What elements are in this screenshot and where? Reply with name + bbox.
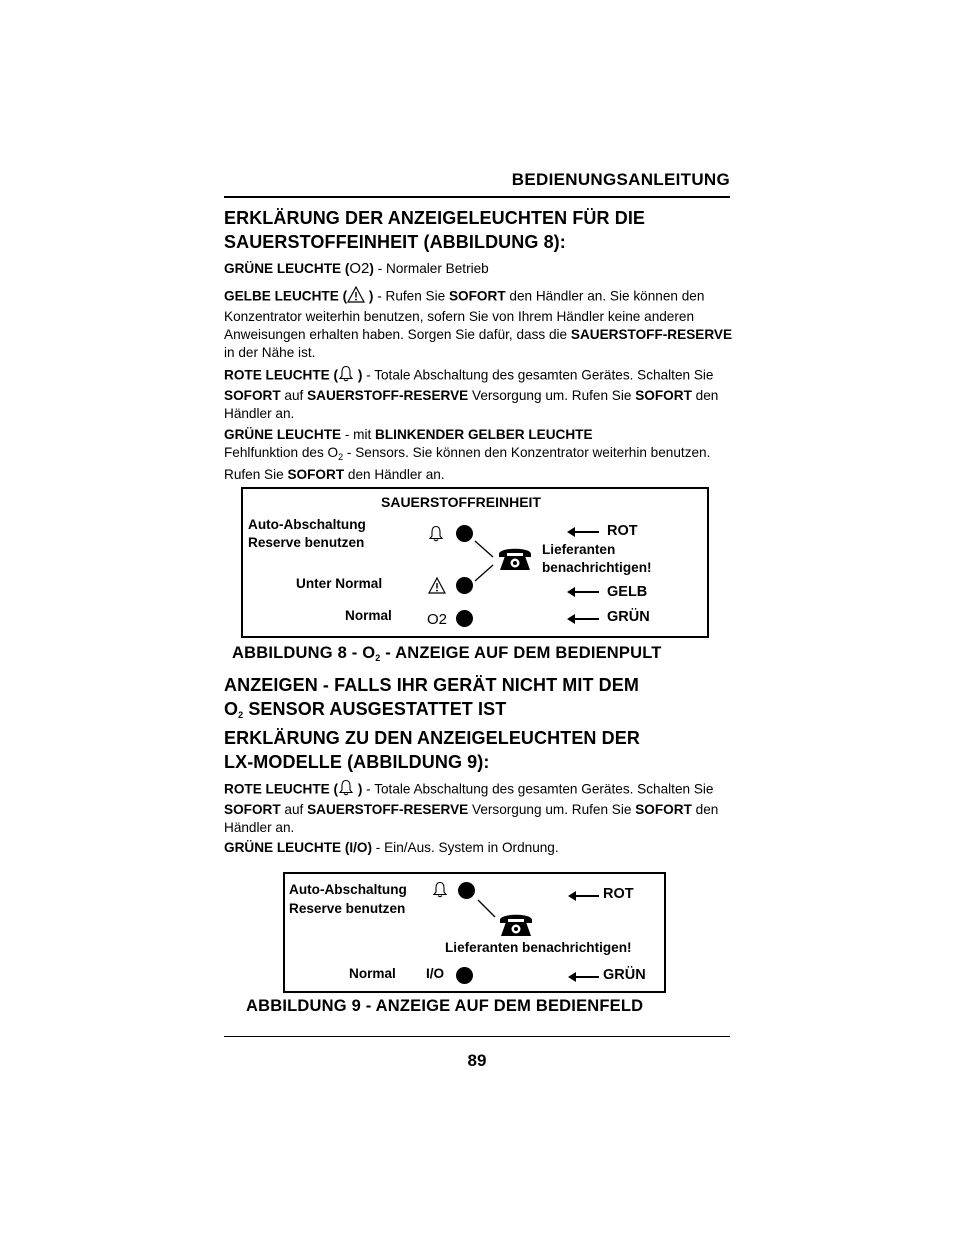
figure8-caption (232, 644, 662, 663)
o2-icon: O2 (427, 611, 448, 628)
green-light-text: - Normaler Betrieb (373, 261, 489, 276)
lx-red-text-2: auf (280, 802, 308, 817)
lx-red-bold-1: SOFORT (224, 802, 281, 817)
section1-heading (224, 206, 645, 254)
yellow-light-label: GELBE LEUCHTE ( (224, 288, 348, 304)
figure8-auto-line2: Reserve benutzen (248, 535, 365, 550)
figure8-caption-post: - ANZEIGE AUF DEM BEDIENPULT (380, 644, 662, 662)
yellow-bold-1: SOFORT (448, 288, 506, 304)
figure8-auto-label (248, 516, 366, 552)
warning-triangle-icon (428, 577, 446, 599)
section2-subheading-line2: LX-MODELLE (ABBILDUNG 9): (224, 752, 490, 772)
lx-red-bold-2: SAUERSTOFF-RESERVE (307, 802, 469, 817)
figure8-lieferanten (542, 541, 652, 577)
blink-text-4: den Händler an. (344, 467, 445, 482)
red-bold-2: SAUERSTOFF-RESERVE (307, 388, 469, 403)
blink-paragraph (224, 426, 734, 484)
lx-red-label-end: ) (354, 781, 363, 797)
red-light-label: ROTE LEUCHTE ( (224, 367, 339, 383)
connector-line (475, 898, 499, 920)
blink-sub: 2 (338, 452, 344, 462)
figure8-unter-normal: Unter Normal (296, 576, 383, 591)
warning-triangle-icon (347, 286, 365, 308)
red-text-1: - Totale Abschaltung des gesamten Gerätes. Schalten Sie (362, 367, 714, 383)
header-title: BEDIENUNGSANLEITUNG (511, 170, 730, 189)
lx-red-text-3: Versorgung um. Rufen Sie (468, 802, 636, 817)
footer-rule (224, 1036, 730, 1037)
section2-subheading-line1: ERKLÄRUNG ZU DEN ANZEIGELEUCHTEN DER (224, 728, 640, 748)
header-rule (224, 196, 730, 198)
figure8-panel (241, 487, 709, 638)
lx-red-text-4: den Händler an. (224, 802, 719, 835)
section2-heading-post: SENSOR AUSGESTATTET IST (243, 699, 507, 719)
figure8-caption-sub: 2 (375, 653, 381, 663)
green-light-paragraph (224, 260, 734, 278)
bell-icon (428, 525, 444, 547)
section2-heading-line1: ANZEIGEN - FALLS IHR GERÄT NICHT MIT DEM (224, 675, 639, 695)
figure9-io: I/O (426, 966, 445, 981)
figure8-auto-line1: Auto-Abschaltung (248, 517, 366, 532)
figure8-normal: Normal (345, 608, 392, 623)
blink-label: GRÜNE LEUCHTE (224, 427, 342, 442)
blink-bold-2: SOFORT (287, 467, 345, 482)
gelb-arrow (574, 591, 599, 593)
gruen-arrow (575, 976, 599, 978)
figure9-auto-label (289, 880, 407, 918)
blink-bold-1: BLINKENDER GELBER LEUCHTE (375, 427, 593, 442)
figure9-gruen: GRÜN (603, 967, 646, 983)
red-text-4: den Händler an. (224, 388, 719, 421)
yellow-text-3: in der Nähe ist. (224, 345, 316, 360)
rot-arrow (575, 895, 599, 897)
figure9-auto-line1: Auto-Abschaltung (289, 882, 407, 897)
page-number: 89 (467, 1051, 487, 1070)
blink-text-1: - mit (341, 427, 376, 442)
yellow-text-2: den Händler an. Sie können den Konzentrator weiterhin benutzen, sofern Sie von Ihrem Händler keine anderen Anweisungen erhalten haben. Sorgen Sie dafür, dass die (224, 288, 705, 342)
green-light-label-end: ) (369, 261, 374, 276)
rot-arrow (574, 531, 599, 533)
lx-red-light-paragraph (224, 779, 734, 837)
section2-heading-pre: O (224, 699, 239, 719)
green-indicator-dot (456, 967, 473, 984)
section2-heading-line2 (224, 697, 639, 727)
red-text-3: Versorgung um. Rufen Sie (468, 388, 636, 403)
figure9-rot: ROT (603, 886, 634, 902)
lx-red-text-1: - Totale Abschaltung des gesamten Gerätes. Schalten Sie (362, 781, 714, 797)
blink-text-3: - Sensors. Sie können den Konzentrator weiterhin benutzen. Rufen Sie (224, 445, 711, 482)
bell-icon (338, 779, 354, 801)
section1-heading-line1: ERKLÄRUNG DER ANZEIGELEUCHTEN FÜR DIE (224, 208, 646, 228)
figure9-caption: ABBILDUNG 9 - ANZEIGE AUF DEM BEDIENFELD (246, 997, 644, 1015)
figure8-caption-pre: ABBILDUNG 8 - O (232, 644, 376, 662)
section2-subheading (224, 726, 640, 774)
figure8-gelb: GELB (607, 584, 648, 600)
red-light-paragraph (224, 365, 734, 423)
yellow-text-1: - Rufen Sie (373, 288, 449, 304)
yellow-light-paragraph (224, 286, 734, 362)
figure9-panel (283, 872, 666, 993)
red-bold-3: SOFORT (635, 388, 692, 403)
bell-icon (432, 881, 448, 903)
yellow-bold-2: SAUERSTOFF-RESERVE (570, 327, 733, 342)
red-light-label-end: ) (354, 367, 363, 383)
lx-green-text: - Ein/Aus. System in Ordnung. (372, 840, 559, 855)
green-light-label: GRÜNE LEUCHTE ( (224, 261, 350, 276)
red-bold-1: SOFORT (224, 388, 281, 403)
red-indicator-dot (458, 882, 475, 899)
blink-text-2: Fehlfunktion des O (224, 445, 339, 460)
figure8-lief-line1: Lieferanten (542, 542, 616, 557)
o2-icon: O2 (349, 260, 370, 277)
lx-green-label: GRÜNE LEUCHTE (I/O) (224, 840, 373, 855)
figure8-title: SAUERSTOFFREINHEIT (381, 494, 541, 510)
figure8-gruen: GRÜN (607, 609, 650, 625)
gruen-arrow (574, 618, 599, 620)
section1-heading-line2: SAUERSTOFFEINHEIT (ABBILDUNG 8): (224, 232, 566, 252)
bell-icon (338, 365, 354, 387)
yellow-light-label-end: ) (365, 288, 374, 304)
lx-red-bold-3: SOFORT (635, 802, 692, 817)
green-indicator-dot (456, 610, 473, 627)
figure9-auto-line2: Reserve benutzen (289, 901, 406, 916)
lx-green-light-paragraph (224, 839, 734, 857)
telephone-icon (498, 910, 534, 943)
figure8-rot: ROT (607, 523, 638, 539)
telephone-icon (497, 544, 533, 577)
figure8-lief-line2: benachrichtigen! (542, 560, 652, 575)
figure9-normal: Normal (349, 966, 396, 981)
section2-heading (224, 673, 639, 727)
lx-red-label: ROTE LEUCHTE ( (224, 781, 339, 797)
section2-heading-sub: 2 (238, 710, 244, 720)
figure9-lieferanten: Lieferanten benachrichtigen! (445, 940, 632, 955)
red-text-2: auf (280, 388, 308, 403)
